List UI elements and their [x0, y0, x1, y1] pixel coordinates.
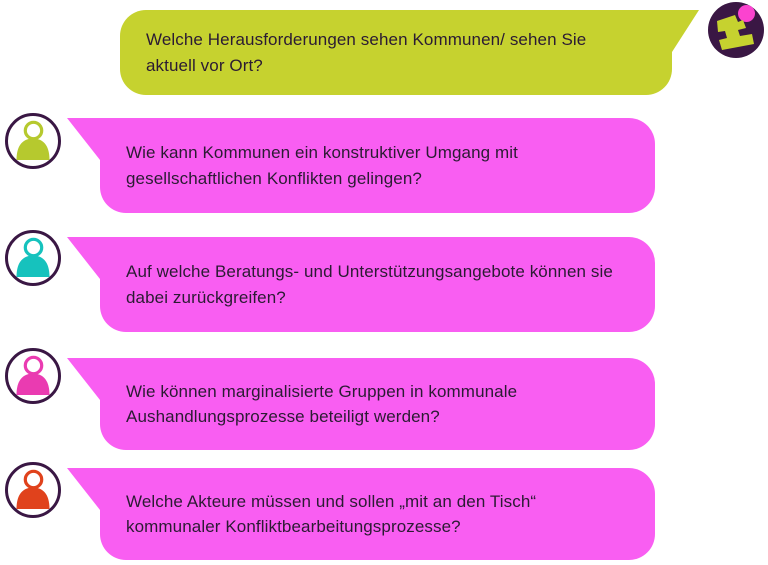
- question-text-1: Wie kann Kommunen ein konstruktiver Umgang mit gesellschaftlichen Konflikten gelingen?: [126, 143, 518, 188]
- bubble-tail-left: [67, 358, 100, 400]
- participant-avatar: [5, 230, 61, 286]
- person-icon: [8, 233, 58, 283]
- question-bubble-3: [100, 358, 655, 450]
- bubble-tail-left: [67, 118, 100, 160]
- question-bubble-2: [100, 237, 655, 332]
- question-text-3: Wie können marginalisierte Gruppen in kommunale Aushandlungsprozesse beteiligt werden?: [126, 381, 518, 426]
- person-icon: [8, 465, 58, 515]
- person-icon: [8, 351, 58, 401]
- logo-abstract-glyph-icon: [708, 2, 764, 58]
- question-bubble-1: [100, 118, 655, 213]
- logo-glyph-shape: [717, 15, 754, 50]
- bubble-tail-right: [672, 10, 699, 52]
- participant-avatar: [5, 462, 61, 518]
- bubble-tail-left: [67, 237, 100, 279]
- question-text-4: Welche Akteure müssen und sollen „mit an den Tisch“ kommunaler Konfliktbearbeitungsprozesse?: [126, 491, 537, 536]
- person-icon: [8, 116, 58, 166]
- moderator-question-bubble: [120, 10, 672, 95]
- participant-avatar: [5, 348, 61, 404]
- participant-avatar: [5, 113, 61, 169]
- moderator-question-text: Welche Herausforderungen sehen Kommunen/ sehen Sie aktuell vor Ort?: [146, 30, 587, 75]
- bubble-tail-left: [67, 468, 100, 510]
- question-text-2: Auf welche Beratungs- und Unterstützungsangebote können sie dabei zurückgreifen?: [126, 262, 613, 307]
- question-bubble-4: [100, 468, 655, 560]
